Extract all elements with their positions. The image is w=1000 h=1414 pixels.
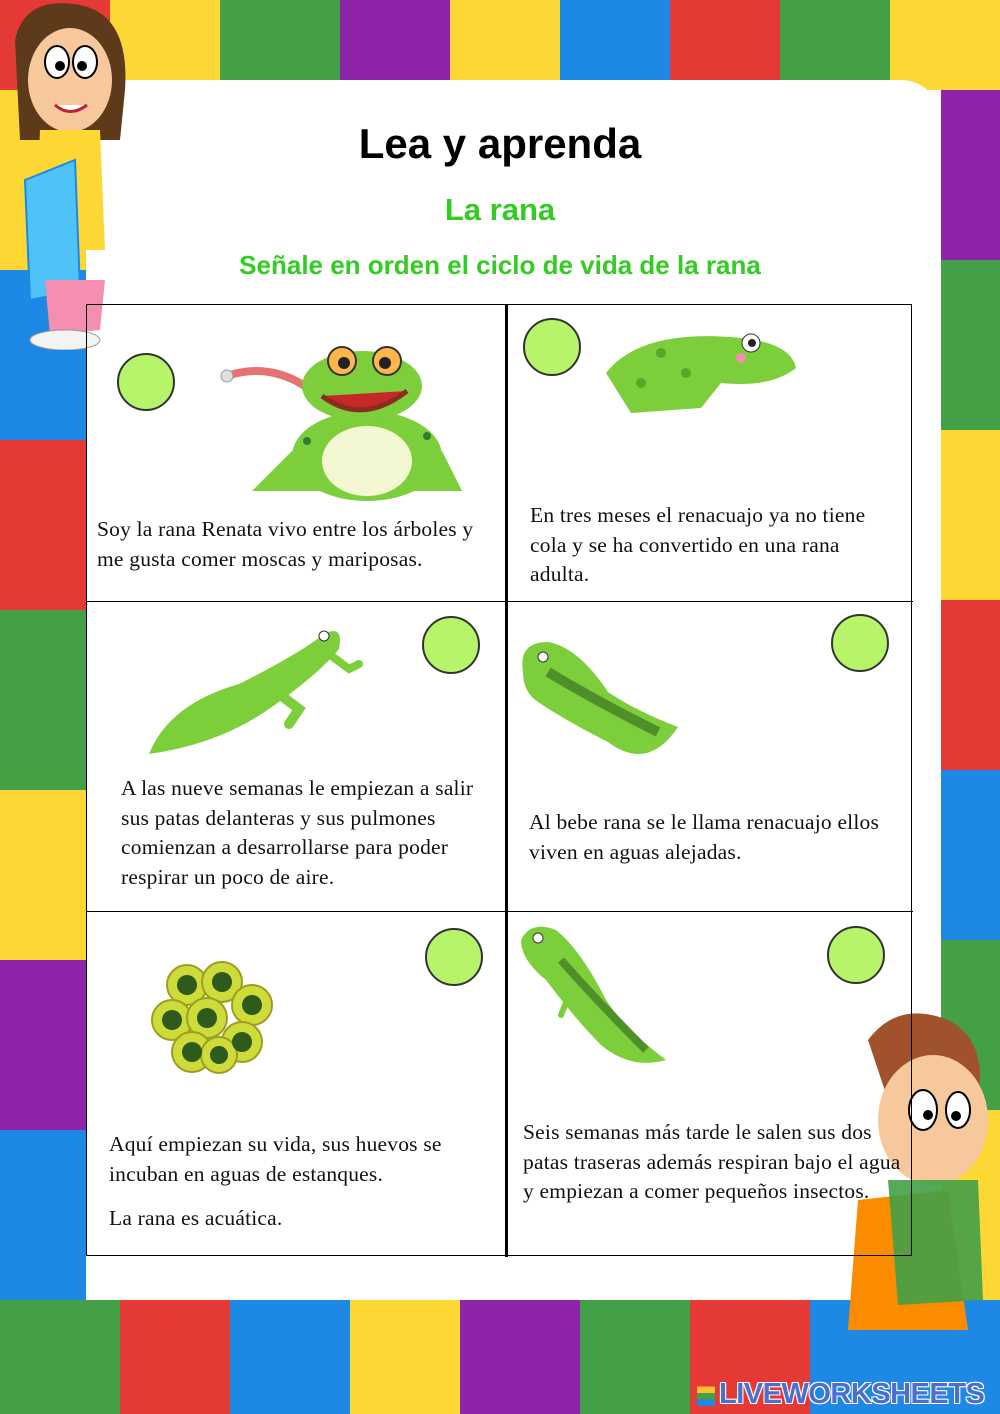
- page-title: Lea y aprenda: [358, 120, 642, 167]
- card-text: En tres meses el renacuajo ya no tiene cola y se ha convertido en una rana adulta.: [530, 503, 866, 586]
- card-text: Aquí empiezan su vida, sus huevos se incuban en aguas de estanques.: [109, 1132, 442, 1186]
- watermark: [697, 1378, 984, 1411]
- page-subtitle: La rana: [444, 192, 556, 227]
- card-froglet: [87, 602, 506, 912]
- card-eggs: [87, 912, 506, 1257]
- watermark-text: LIVEWORKSHEETS: [719, 1378, 985, 1410]
- life-cycle-grid: [86, 304, 912, 1256]
- girl-character-icon: [5, 0, 135, 350]
- card-tadpole: [506, 602, 913, 912]
- frog-eggs-icon: [147, 960, 277, 1075]
- froglet-icon: [149, 614, 364, 754]
- instruction-text: Señale en orden el ciclo de vida de la rana: [239, 250, 761, 280]
- order-circle[interactable]: [117, 353, 175, 411]
- liveworksheets-logo-icon: [697, 1380, 715, 1406]
- tadpole-legs-icon: [516, 920, 671, 1070]
- card-tadpole-legs: [506, 912, 913, 1257]
- order-circle[interactable]: [827, 926, 885, 984]
- grid-divider: [506, 305, 508, 1257]
- card-text: Soy la rana Renata vivo entre los árboles y me gusta comer moscas y mariposas.: [97, 517, 474, 571]
- card-text-2: La rana es acuática.: [109, 1206, 283, 1230]
- adult-frog-icon: [601, 323, 801, 423]
- card-text: A las nueve semanas le empiezan a salir sus patas delanteras y sus pulmones comienzan a desarrollarse para poder respirar un poco de aire.: [121, 776, 474, 889]
- order-circle[interactable]: [422, 616, 480, 674]
- order-circle[interactable]: [425, 928, 483, 986]
- card-adult-frog-tongue: [87, 305, 506, 602]
- tadpole-icon: [518, 632, 683, 772]
- frog-tongue-icon: [212, 341, 462, 501]
- order-circle[interactable]: [523, 318, 581, 376]
- card-text: Al bebe rana se le llama renacuajo ellos viven en aguas alejadas.: [529, 810, 880, 864]
- card-adult-frog: [506, 305, 913, 602]
- card-text: Seis semanas más tarde le salen sus dos patas traseras además respiran bajo el agua y empiezan a comer pequeños insectos.: [523, 1120, 901, 1203]
- order-circle[interactable]: [831, 614, 889, 672]
